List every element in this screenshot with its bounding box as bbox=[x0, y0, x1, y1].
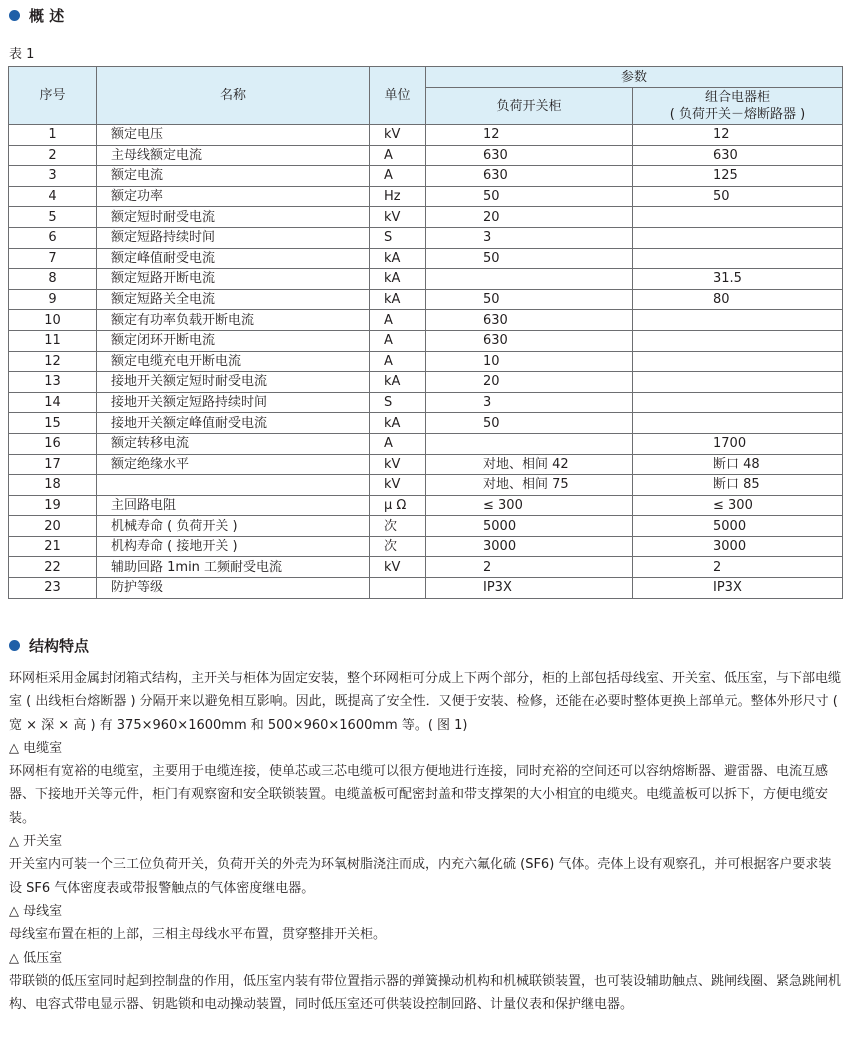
cell-combo-value: 31.5 bbox=[633, 269, 843, 290]
cell-load-switch-value: 50 bbox=[426, 186, 633, 207]
table-row bbox=[9, 578, 843, 599]
cell-load-switch-value: 50 bbox=[426, 248, 633, 269]
cell-no: 19 bbox=[9, 495, 97, 516]
cell-no: 5 bbox=[9, 207, 97, 228]
cell-combo-value: 12 bbox=[633, 125, 843, 146]
table-row bbox=[9, 289, 843, 310]
cell-unit: kA bbox=[370, 372, 426, 393]
cell-load-switch-value: 12 bbox=[426, 125, 633, 146]
cell-load-switch-value bbox=[426, 269, 633, 290]
cell-unit: Hz bbox=[370, 186, 426, 207]
header-unit: 单位 bbox=[370, 67, 426, 125]
cell-combo-value: 3000 bbox=[633, 536, 843, 557]
features-body bbox=[9, 667, 843, 1016]
cell-name: 额定闭环开断电流 bbox=[97, 330, 370, 351]
cell-load-switch-value: 3 bbox=[426, 227, 633, 248]
cell-load-switch-value: 2 bbox=[426, 557, 633, 578]
header-combo bbox=[633, 88, 843, 125]
table-row bbox=[9, 248, 843, 269]
cell-combo-value bbox=[633, 392, 843, 413]
cell-no: 1 bbox=[9, 125, 97, 146]
overview-heading bbox=[9, 5, 64, 26]
cell-unit: kV bbox=[370, 475, 426, 496]
table-row bbox=[9, 310, 843, 331]
cell-combo-value bbox=[633, 227, 843, 248]
spec-table-body bbox=[9, 125, 843, 599]
cell-unit: S bbox=[370, 392, 426, 413]
cell-no: 9 bbox=[9, 289, 97, 310]
cell-no: 2 bbox=[9, 145, 97, 166]
features-title: 结构特点 bbox=[29, 637, 90, 655]
cell-name: 额定功率 bbox=[97, 186, 370, 207]
cell-load-switch-value: 630 bbox=[426, 310, 633, 331]
table-row bbox=[9, 372, 843, 393]
cell-name: 接地开关额定峰值耐受电流 bbox=[97, 413, 370, 434]
table-row bbox=[9, 392, 843, 413]
cell-name: 额定电缆充电开断电流 bbox=[97, 351, 370, 372]
cell-load-switch-value: 对地、相间 42 bbox=[426, 454, 633, 475]
paragraph-intro: 环网柜采用金属封闭箱式结构，主开关与柜体为固定安装，整个环网柜可分成上下两个部分，柜的上部包括母线室、开关室、低压室，与下部电缆室 ( 出线柜台熔断器 ) 分隔开来以避免相互影响。因此，既提高了安全性．又便于安装、检修，还能在必要时整体更换上部单元。整体外形尺寸 ( 宽 × 深 × 高 ) 有 375×960×1600mm 和 500×960×1600mm 等。( 图 1) bbox=[9, 671, 842, 733]
cell-unit: 次 bbox=[370, 536, 426, 557]
paragraph-lv-room: 带联锁的低压室同时起到控制盘的作用，低压室内装有带位置指示器的弹簧操动机构和机械联锁装置，也可装设辅助触点、跳闸线圈、紧急跳闸机构、电容式带电显示器、钥匙锁和电动操动装置，同时低压室还可供装设控制回路、计量仪表和保护继电器。 bbox=[9, 973, 842, 1013]
cell-unit: A bbox=[370, 145, 426, 166]
cell-no: 10 bbox=[9, 310, 97, 331]
cell-name: 额定绝缘水平 bbox=[97, 454, 370, 475]
table-row bbox=[9, 227, 843, 248]
cell-load-switch-value: 50 bbox=[426, 413, 633, 434]
features-heading bbox=[9, 635, 89, 656]
header-combo-line2: ( 负荷开关－熔断路器 ) bbox=[669, 107, 806, 122]
table-row bbox=[9, 269, 843, 290]
table-row bbox=[9, 413, 843, 434]
cell-name: 额定短时耐受电流 bbox=[97, 207, 370, 228]
cell-no: 3 bbox=[9, 166, 97, 187]
cell-unit: A bbox=[370, 433, 426, 454]
table-row bbox=[9, 495, 843, 516]
cell-no: 23 bbox=[9, 578, 97, 599]
cell-name: 额定短路持续时间 bbox=[97, 227, 370, 248]
cell-unit: S bbox=[370, 227, 426, 248]
cell-no: 8 bbox=[9, 269, 97, 290]
cell-no: 16 bbox=[9, 433, 97, 454]
cell-combo-value: 5000 bbox=[633, 516, 843, 537]
cell-unit: 次 bbox=[370, 516, 426, 537]
cell-load-switch-value: 3 bbox=[426, 392, 633, 413]
cell-combo-value: IP3X bbox=[633, 578, 843, 599]
cell-no: 6 bbox=[9, 227, 97, 248]
cell-no: 18 bbox=[9, 475, 97, 496]
cell-load-switch-value: 20 bbox=[426, 372, 633, 393]
cell-unit: kV bbox=[370, 207, 426, 228]
cell-unit: kA bbox=[370, 413, 426, 434]
cell-load-switch-value: 630 bbox=[426, 166, 633, 187]
cell-unit: kV bbox=[370, 125, 426, 146]
cell-no: 11 bbox=[9, 330, 97, 351]
cell-combo-value: 630 bbox=[633, 145, 843, 166]
cell-no: 17 bbox=[9, 454, 97, 475]
cell-load-switch-value: IP3X bbox=[426, 578, 633, 599]
paragraph-busbar-room: 母线室布置在柜的上部，三相主母线水平布置，贯穿整排开关柜。 bbox=[9, 927, 387, 943]
cell-name: 额定峰值耐受电流 bbox=[97, 248, 370, 269]
header-name: 名称 bbox=[97, 67, 370, 125]
cell-combo-value: 断口 48 bbox=[633, 454, 843, 475]
cell-unit: kA bbox=[370, 248, 426, 269]
cell-unit: kA bbox=[370, 269, 426, 290]
cell-unit: A bbox=[370, 166, 426, 187]
cell-combo-value bbox=[633, 248, 843, 269]
header-no: 序号 bbox=[9, 67, 97, 125]
cell-combo-value: 断口 85 bbox=[633, 475, 843, 496]
table-row bbox=[9, 145, 843, 166]
cell-load-switch-value bbox=[426, 433, 633, 454]
header-params: 参数 bbox=[426, 67, 843, 88]
cell-combo-value: 50 bbox=[633, 186, 843, 207]
table-row bbox=[9, 475, 843, 496]
cell-combo-value bbox=[633, 310, 843, 331]
cell-name bbox=[97, 475, 370, 496]
subheading-busbar-room: △ 母线室 bbox=[9, 903, 63, 919]
cell-load-switch-value: 10 bbox=[426, 351, 633, 372]
cell-name: 辅助回路 1min 工频耐受电流 bbox=[97, 557, 370, 578]
cell-no: 20 bbox=[9, 516, 97, 537]
paragraph-cable-room: 环网柜有宽裕的电缆室，主要用于电缆连接，使单芯或三芯电缆可以很方便地进行连接，同时充裕的空间还可以容纳熔断器、避雷器、电流互感器、下接地开关等元件，柜门有观察窗和安全联锁装置。电缆盖板可配密封盖和带支撑架的大小相宜的电缆夹。电缆盖板可以拆下，方便电缆安装。 bbox=[9, 764, 829, 826]
cell-name: 额定有功率负载开断电流 bbox=[97, 310, 370, 331]
cell-combo-value: ≤ 300 bbox=[633, 495, 843, 516]
cell-name: 机构寿命 ( 接地开关 ) bbox=[97, 536, 370, 557]
bullet-dot-icon bbox=[9, 10, 20, 21]
cell-unit: A bbox=[370, 330, 426, 351]
cell-load-switch-value: 630 bbox=[426, 330, 633, 351]
overview-title: 概 述 bbox=[29, 7, 65, 25]
cell-no: 22 bbox=[9, 557, 97, 578]
table-row bbox=[9, 536, 843, 557]
table-row bbox=[9, 433, 843, 454]
cell-no: 21 bbox=[9, 536, 97, 557]
table-row bbox=[9, 125, 843, 146]
cell-unit: kA bbox=[370, 289, 426, 310]
cell-name: 主母线额定电流 bbox=[97, 145, 370, 166]
cell-no: 7 bbox=[9, 248, 97, 269]
table-row bbox=[9, 454, 843, 475]
cell-unit bbox=[370, 578, 426, 599]
cell-combo-value: 80 bbox=[633, 289, 843, 310]
cell-combo-value bbox=[633, 372, 843, 393]
header-load-switch: 负荷开关柜 bbox=[426, 88, 633, 125]
cell-no: 12 bbox=[9, 351, 97, 372]
cell-no: 13 bbox=[9, 372, 97, 393]
cell-unit: A bbox=[370, 310, 426, 331]
cell-load-switch-value: ≤ 300 bbox=[426, 495, 633, 516]
cell-unit: A bbox=[370, 351, 426, 372]
cell-name: 额定转移电流 bbox=[97, 433, 370, 454]
cell-combo-value bbox=[633, 207, 843, 228]
cell-load-switch-value: 20 bbox=[426, 207, 633, 228]
table-caption: 表 1 bbox=[9, 47, 35, 62]
cell-unit: kV bbox=[370, 557, 426, 578]
cell-unit: μ Ω bbox=[370, 495, 426, 516]
cell-combo-value: 2 bbox=[633, 557, 843, 578]
cell-name: 防护等级 bbox=[97, 578, 370, 599]
cell-name: 额定电压 bbox=[97, 125, 370, 146]
cell-load-switch-value: 5000 bbox=[426, 516, 633, 537]
cell-load-switch-value: 对地、相间 75 bbox=[426, 475, 633, 496]
cell-combo-value: 125 bbox=[633, 166, 843, 187]
table-row bbox=[9, 351, 843, 372]
cell-unit: kV bbox=[370, 454, 426, 475]
table-row bbox=[9, 330, 843, 351]
table-row bbox=[9, 166, 843, 187]
cell-combo-value bbox=[633, 351, 843, 372]
subheading-lv-room: △ 低压室 bbox=[9, 950, 63, 966]
cell-no: 14 bbox=[9, 392, 97, 413]
subheading-cable-room: △ 电缆室 bbox=[9, 740, 63, 756]
cell-name: 主回路电阻 bbox=[97, 495, 370, 516]
spec-table bbox=[8, 66, 843, 599]
cell-no: 4 bbox=[9, 186, 97, 207]
cell-load-switch-value: 630 bbox=[426, 145, 633, 166]
subheading-switch-room: △ 开关室 bbox=[9, 834, 63, 850]
cell-no: 15 bbox=[9, 413, 97, 434]
cell-combo-value: 1700 bbox=[633, 433, 843, 454]
table-row bbox=[9, 516, 843, 537]
header-combo-line1: 组合电器柜 bbox=[705, 90, 771, 105]
table-row bbox=[9, 186, 843, 207]
cell-combo-value bbox=[633, 413, 843, 434]
table-row bbox=[9, 207, 843, 228]
paragraph-switch-room: 开关室内可装一个三工位负荷开关，负荷开关的外壳为环氧树脂浇注而成，内充六氟化硫 (SF6) 气体。壳体上设有观察孔，并可根据客户要求装设 SF6 气体密度表或带报警触点的气体密度继电器。 bbox=[9, 857, 832, 896]
cell-name: 额定短路关全电流 bbox=[97, 289, 370, 310]
cell-name: 额定电流 bbox=[97, 166, 370, 187]
table-row bbox=[9, 557, 843, 578]
cell-name: 机械寿命 ( 负荷开关 ) bbox=[97, 516, 370, 537]
cell-load-switch-value: 3000 bbox=[426, 536, 633, 557]
cell-load-switch-value: 50 bbox=[426, 289, 633, 310]
cell-combo-value bbox=[633, 330, 843, 351]
cell-name: 接地开关额定短路持续时间 bbox=[97, 392, 370, 413]
cell-name: 额定短路开断电流 bbox=[97, 269, 370, 290]
cell-name: 接地开关额定短时耐受电流 bbox=[97, 372, 370, 393]
bullet-dot-icon bbox=[9, 640, 20, 651]
